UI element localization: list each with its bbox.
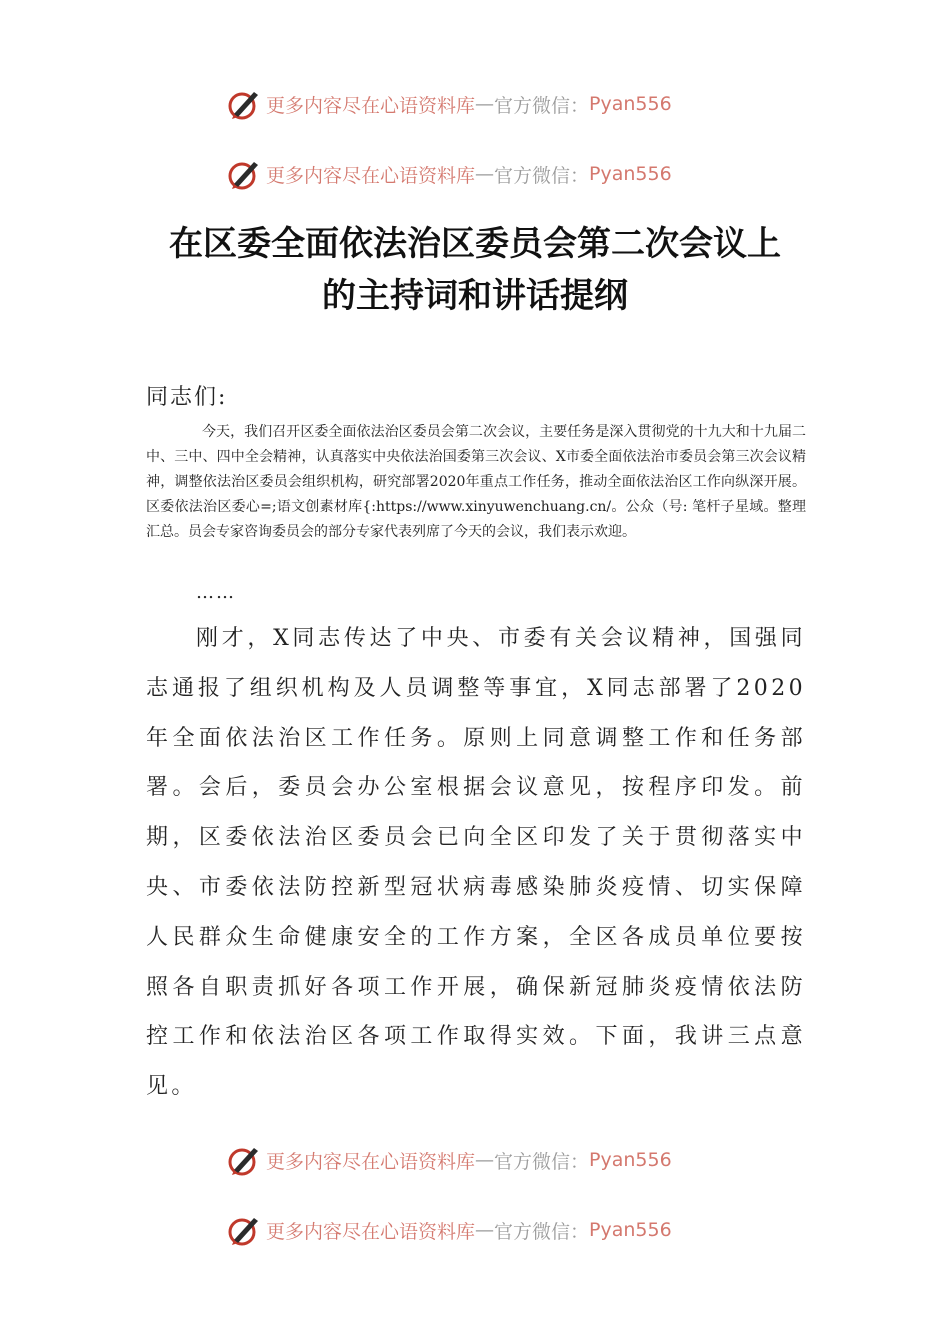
watermark-banner-top-2	[226, 154, 672, 194]
pen-logo-icon	[226, 86, 262, 122]
ellipsis: ……	[196, 582, 236, 603]
watermark-wechat-id: Pyan556	[589, 163, 672, 185]
watermark-wechat-id: Pyan556	[589, 1219, 672, 1241]
watermark-dash: —	[475, 93, 495, 115]
watermark-banner-top-1	[226, 84, 672, 124]
pen-logo-icon	[226, 1212, 262, 1248]
document-title	[100, 218, 850, 322]
salutation: 同志们:	[146, 385, 228, 410]
main-paragraph: 刚才，X同志传达了中央、市委有关会议精神，国强同志通报了组织机构及人员调整等事宜，X同志部署了2020年全面依法治区工作任务。原则上同意调整工作和任务部署。会后，委员会办公室根据会议意见，按程序印发。前期，区委依法治区委员会已向全区印发了关于贯彻落实中央、市委依法防控新型冠状病毒感染肺炎疫情、切实保障人民群众生命健康安全的工作方案，全区各成员单位要按照各自职责抓好各项工作开展，确保新冠肺炎疫情依法防控工作和依法治区各项工作取得实效。下面，我讲三点意见。	[146, 626, 806, 1100]
watermark-label: 官方微信：	[494, 1150, 590, 1173]
pen-logo-icon	[226, 156, 262, 192]
watermark-banner-bottom-1	[226, 1140, 672, 1180]
watermark-dash: —	[475, 1219, 495, 1241]
watermark-dash: —	[475, 163, 495, 185]
watermark-main-text: 更多内容尽在心语资料库	[266, 1150, 476, 1173]
watermark-wechat-id: Pyan556	[589, 93, 672, 115]
watermark-label: 官方微信：	[494, 1220, 590, 1243]
watermark-main-text: 更多内容尽在心语资料库	[266, 164, 476, 187]
watermark-wechat-id: Pyan556	[589, 1149, 672, 1171]
title-line-1: 在区委全面依法治区委员会第二次会议上	[169, 224, 781, 264]
watermark-label: 官方微信：	[494, 94, 590, 117]
watermark-main-text: 更多内容尽在心语资料库	[266, 1220, 476, 1243]
opening-paragraph: 今天，我们召开区委全面依法治区委员会第二次会议，主要任务是深入贯彻党的十九大和十九届二中、三中、四中全会精神，认真落实中央依法治国委第三次会议、X市委全面依法治市委员会第三次会议精神，调整依法治区委员会组织机构，研究部署2020年重点工作任务，推动全面依法治区工作向纵深开展。区委依法治区委心=;语文创素材库{:https://www.xinyuwenchuang.cn/。公众（号: 笔杆子星域。整理汇总。员会专家咨询委员会的部分专家代表列席了今天的会议，我们表示欢迎。	[146, 424, 806, 540]
pen-logo-icon	[226, 1142, 262, 1178]
watermark-dash: —	[475, 1149, 495, 1171]
watermark-main-text: 更多内容尽在心语资料库	[266, 94, 476, 117]
title-line-2: 的主持词和讲话提纲	[322, 276, 628, 316]
watermark-banner-bottom-2	[226, 1210, 672, 1250]
watermark-label: 官方微信：	[494, 164, 590, 187]
